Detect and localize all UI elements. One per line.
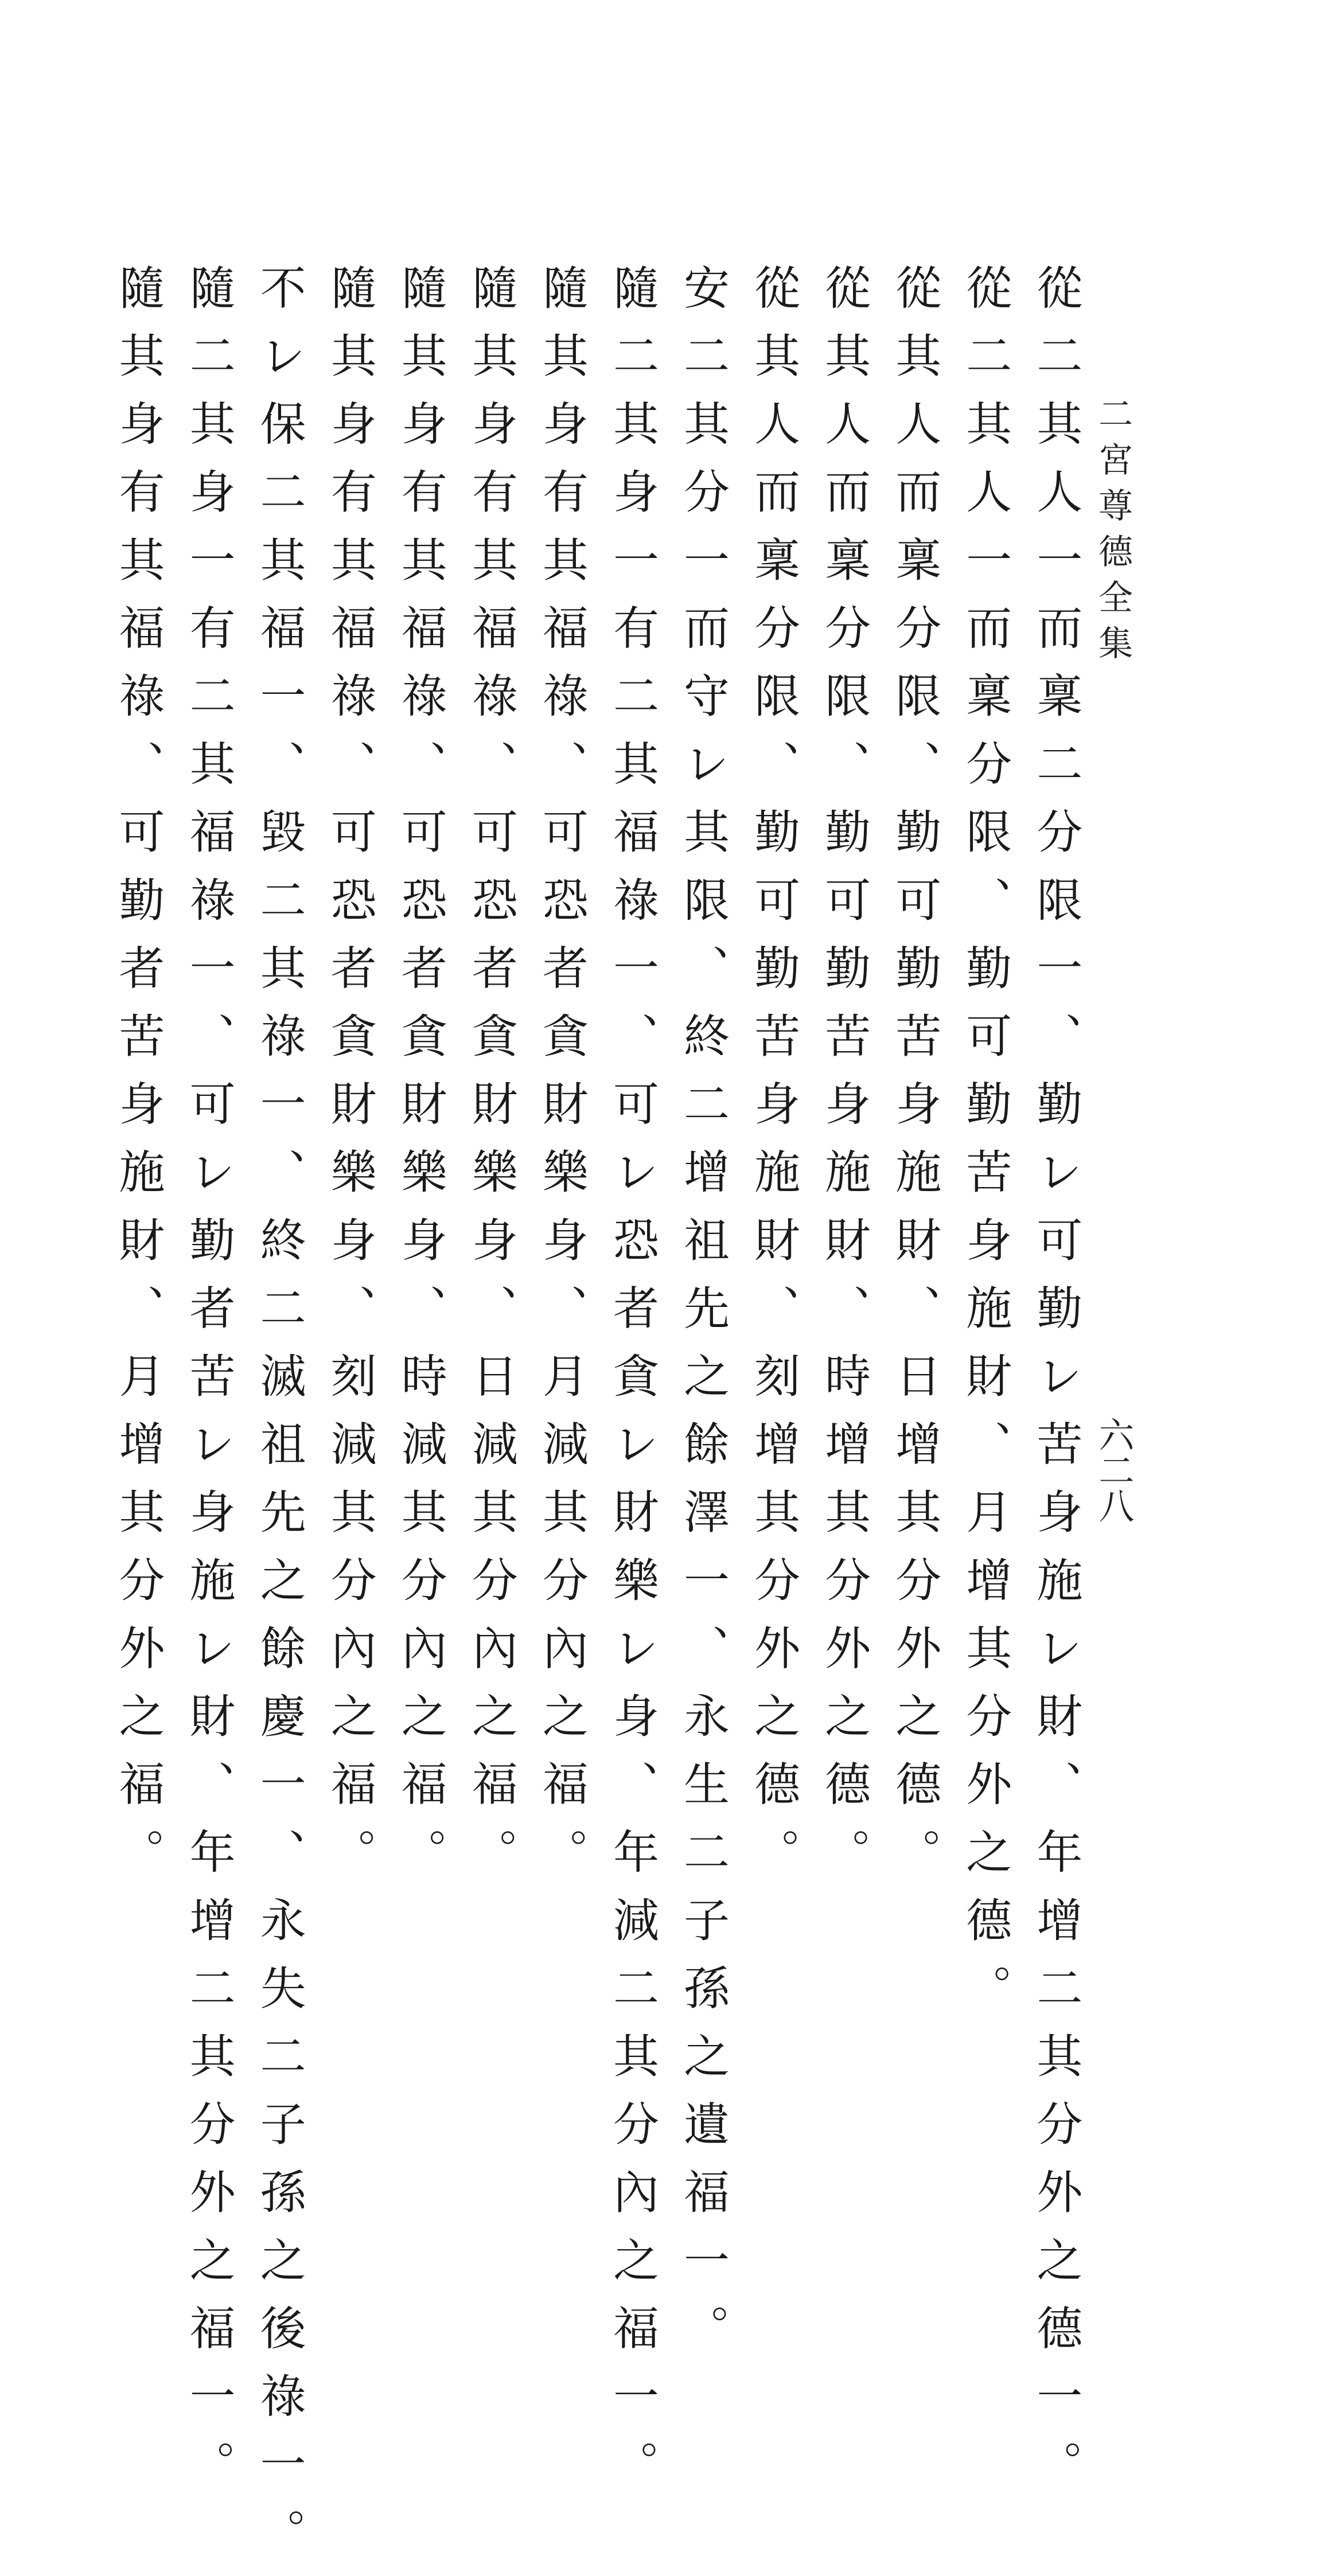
running-head: 二宮尊德全集 [1093,396,1133,671]
text-column-5: 從其人而稟分限、勤可勤苦身施財、刻增其分外之德。 [746,264,800,1896]
text-column-9: 隨其身有其福祿、可恐者貪財樂身、日減其分內之福。 [464,264,518,1896]
text-column-4: 從其人而稟分限、勤可勤苦身施財、時增其分外之德。 [817,264,871,1896]
page-number: 六二八 [1093,1416,1135,1523]
kanbun-text-block [109,264,1082,2576]
text-column-8: 隨其身有其福祿、可恐者貪財樂身、月減其分內之福。 [535,264,589,1896]
text-column-2: 從二其人一而稟分限、勤可勤苦身施財、月增其分外之德。 [958,264,1012,2032]
text-column-10: 隨其身有其福祿、可恐者貪財樂身、時減其分內之福。 [394,264,447,1896]
text-column-13: 隨二其身一有二其福祿一、可レ勤者苦レ身施レ財、年增二其分外之福一。 [182,264,236,2508]
text-column-11: 隨其身有其福祿、可恐者貪財樂身、刻減其分內之福。 [323,264,377,1896]
text-column-6: 安二其分一而守レ其限、終二增祖先之餘澤一、永生二子孫之遺福一。 [676,264,730,2372]
text-column-12: 不レ保二其福一、毀二其祿一、終二滅祖先之餘慶一、永失二子孫之後祿一。 [252,264,306,2576]
text-column-14: 隨其身有其福祿、可勤者苦身施財、月增其分外之福。 [111,264,165,1896]
text-column-1: 從二其人一而稟二分限一、勤レ可勤レ苦身施レ財、年增二其分外之德一。 [1029,264,1082,2508]
text-column-3: 從其人而稟分限、勤可勤苦身施財、日增其分外之德。 [887,264,941,1896]
text-column-7: 隨二其身一有二其福祿一、可レ恐者貪レ財樂レ身、年減二其分內之福一。 [605,264,659,2508]
